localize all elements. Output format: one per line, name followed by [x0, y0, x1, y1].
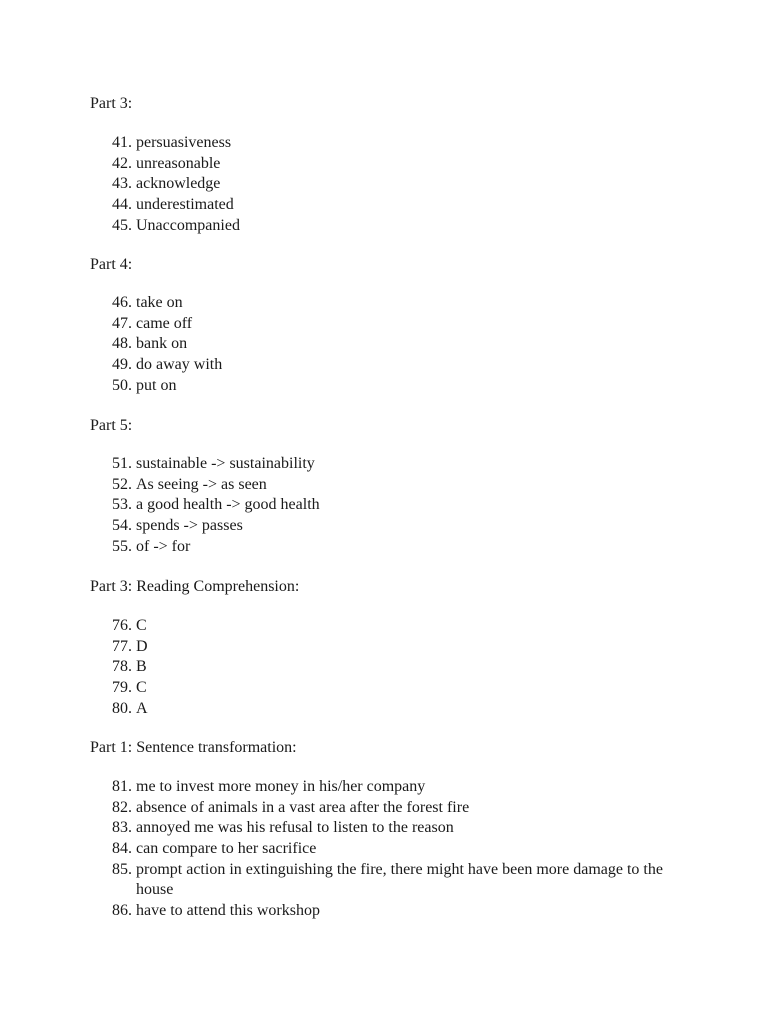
item-number: 44.: [112, 196, 132, 214]
section-heading: Part 1: Sentence transformation:: [90, 739, 297, 756]
item-text: C: [136, 679, 147, 697]
item-number: 83.: [112, 819, 132, 837]
item-number: 45.: [112, 216, 132, 234]
item-text: put on: [136, 376, 177, 394]
item-text: annoyed me was his refusal to listen to the reason: [136, 819, 454, 837]
item-text: bank on: [136, 335, 188, 353]
item-text: prompt action in extinguishing the fire, there might have been more damage to the house: [136, 860, 663, 899]
item-text: have to attend this workshop: [136, 902, 320, 920]
item-number: 43.: [112, 175, 132, 193]
item-number: 47.: [112, 314, 132, 332]
item-text: do away with: [136, 356, 223, 374]
item-number: 54.: [112, 517, 132, 535]
item-number: 85.: [112, 860, 132, 878]
item-text: spends -> passes: [136, 517, 243, 535]
item-number: 55.: [112, 537, 132, 555]
item-number: 52.: [112, 475, 132, 493]
section-heading: Part 3:: [90, 95, 133, 112]
item-text: absence of animals in a vast area after the forest fire: [136, 798, 470, 816]
item-text: can compare to her sacrifice: [136, 840, 317, 858]
item-text: As seeing -> as seen: [136, 475, 267, 493]
item-text: a good health -> good health: [136, 496, 320, 514]
item-text: unreasonable: [136, 154, 221, 172]
item-number: 84.: [112, 840, 132, 858]
item-number: 77.: [112, 637, 132, 655]
item-text: A: [136, 699, 148, 717]
item-number: 41.: [112, 134, 132, 151]
item-number: 42.: [112, 154, 132, 172]
item-number: 49.: [112, 356, 132, 374]
item-number: 82.: [112, 798, 132, 816]
item-text: persuasiveness: [136, 134, 232, 151]
item-text: Unaccompanied: [136, 216, 240, 234]
item-text: take on: [136, 294, 183, 311]
item-number: 81.: [112, 778, 132, 795]
item-number: 51.: [112, 455, 132, 472]
item-text: sustainable -> sustainability: [136, 455, 315, 472]
item-text: came off: [136, 314, 193, 332]
item-number: 50.: [112, 376, 132, 394]
item-number: 76.: [112, 617, 132, 634]
item-text: of -> for: [136, 537, 191, 555]
item-number: 86.: [112, 902, 132, 920]
item-text: B: [136, 658, 147, 676]
item-number: 48.: [112, 335, 132, 353]
item-number: 53.: [112, 496, 132, 514]
item-number: 78.: [112, 658, 132, 676]
section-heading: Part 5:: [90, 417, 133, 434]
item-number: 80.: [112, 699, 132, 717]
item-text: underestimated: [136, 196, 234, 214]
item-text: me to invest more money in his/her company: [136, 778, 426, 795]
item-text: D: [136, 637, 148, 655]
item-number: 79.: [112, 679, 132, 697]
item-number: 46.: [112, 294, 132, 311]
item-text: acknowledge: [136, 175, 221, 193]
item-text: C: [136, 617, 147, 634]
section-heading: Part 3: Reading Comprehension:: [90, 578, 300, 595]
section-heading: Part 4:: [90, 256, 133, 273]
